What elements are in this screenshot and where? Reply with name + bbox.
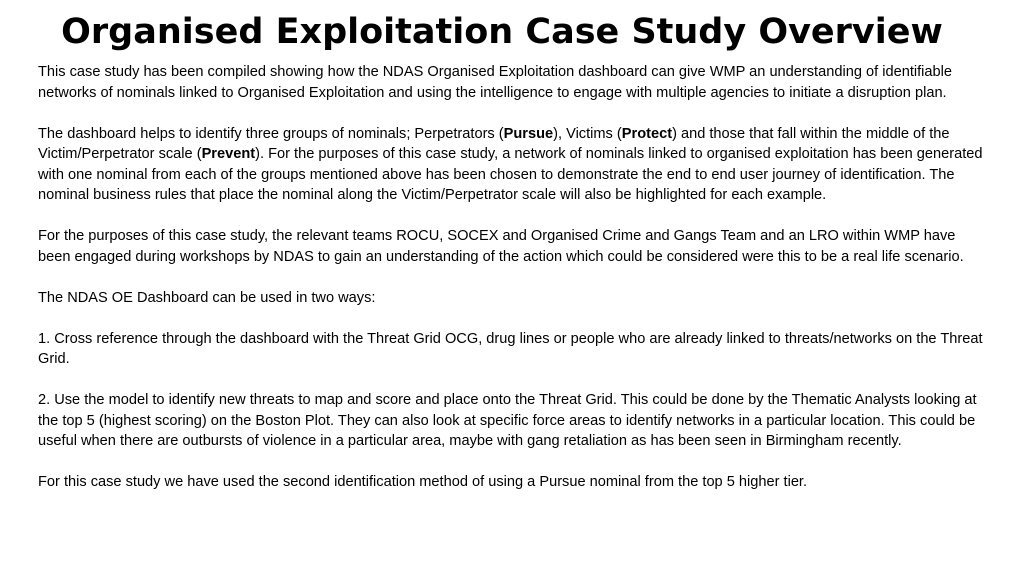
groups-text-4: ). For the purposes of this case study, a network of nominals linked to organised exploitation has been generated with one nominal from each of the groups mentioned above has been chosen to demonstrate the end to end user journey of identification. The nominal business rules that place the nominal along the Victim/Perpetrator scale will also be highlighted for each example. [38,146,983,203]
teams-paragraph: For the purposes of this case study, the relevant teams ROCU, SOCEX and Organised Crime and Gangs Team and an LRO within WMP have been engaged during workshops by NDAS to gain an understanding of the action which could be considered were this to be a real life scenario. [38,228,964,265]
prevent-label: Prevent [201,146,256,162]
usage-item-1: 1. Cross reference through the dashboard with the Threat Grid OCG, drug lines or people who are already linked to threats/networks on the Threat Grid. [38,330,983,367]
intro-paragraph: This case study has been compiled showing how the NDAS Organised Exploitation dashboard can give WMP an understanding of identifiable networks of nominals linked to Organised Exploitation and using the intelligence to engage with multiple agencies to initiate a disruption plan. [38,64,952,101]
method-paragraph: For this case study we have used the second identification method of using a Pursue nominal from the top 5 higher tier. [38,474,808,490]
groups-text-2: ), Victims ( [553,125,622,142]
body-text [38,62,984,493]
groups-paragraph [38,124,984,206]
protect-label: Protect [621,125,673,142]
usage-item-2: 2. Use the model to identify new threats to map and score and place onto the Threat Grid. This could be done by the Thematic Analysts looking at the top 5 (highest scoring) on the Boston Plot. They can also look at specific force areas to identify networks in a particular location. This could be useful when there are outbursts of violence in a particular area, maybe with gang retaliation as has been seen in Birmingham recently. [38,392,977,449]
slide-title: Organised Exploitation Case Study Overview [61,12,943,52]
groups-text-3: ) and those that fall within the middle of the Victim/Perpetrator scale ( [38,125,950,162]
usage-intro-paragraph: The NDAS OE Dashboard can be used in two ways: [38,289,376,306]
groups-text-1: The dashboard helps to identify three groups of nominals; Perpetrators ( [38,125,504,142]
pursue-label: Pursue [503,125,554,142]
